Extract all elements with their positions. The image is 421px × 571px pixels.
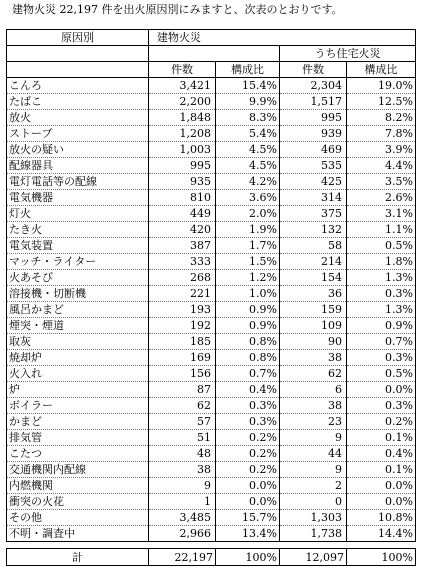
count-cell: 51: [149, 430, 216, 446]
res-ratio-cell: 0.0%: [347, 382, 416, 398]
res-count-cell: 1,303: [280, 510, 347, 526]
res-count-cell: 90: [280, 334, 347, 350]
ratio-cell: 0.3%: [216, 414, 280, 430]
res-count-cell: 38: [280, 398, 347, 414]
cause-cell: 風呂かまど: [7, 302, 149, 318]
table-row: [7, 94, 416, 110]
res-ratio-cell: 4.4%: [347, 158, 416, 174]
header-building-blank: [149, 46, 280, 62]
cause-cell: 放火の疑い: [7, 142, 149, 158]
total-res-ratio: 100%: [347, 549, 416, 566]
count-cell: 1: [149, 494, 216, 510]
cause-cell: 電灯電話等の配線: [7, 174, 149, 190]
ratio-cell: 5.4%: [216, 126, 280, 142]
table-row: [7, 366, 416, 382]
cause-cell: ボイラー: [7, 398, 149, 414]
res-ratio-cell: 0.2%: [347, 414, 416, 430]
cause-cell: 内燃機関: [7, 478, 149, 494]
res-ratio-cell: 0.4%: [347, 446, 416, 462]
res-count-cell: 1,738: [280, 526, 347, 542]
ratio-cell: 0.0%: [216, 494, 280, 510]
header-res-count: 件数: [280, 62, 347, 78]
res-count-cell: 23: [280, 414, 347, 430]
table-row: [7, 478, 416, 494]
res-ratio-cell: 0.7%: [347, 334, 416, 350]
table-row: [7, 446, 416, 462]
res-count-cell: 38: [280, 350, 347, 366]
res-ratio-cell: 3.1%: [347, 206, 416, 222]
res-ratio-cell: 1.8%: [347, 254, 416, 270]
cause-cell: かまど: [7, 414, 149, 430]
count-cell: 420: [149, 222, 216, 238]
ratio-cell: 0.2%: [216, 462, 280, 478]
res-count-cell: 469: [280, 142, 347, 158]
res-ratio-cell: 0.3%: [347, 398, 416, 414]
cause-cell: 溶接機・切断機: [7, 286, 149, 302]
table-row: [7, 318, 416, 334]
table-row: [7, 382, 416, 398]
count-cell: 48: [149, 446, 216, 462]
table-row: [7, 222, 416, 238]
res-ratio-cell: 0.3%: [347, 350, 416, 366]
res-ratio-cell: 0.5%: [347, 238, 416, 254]
res-ratio-cell: 1.1%: [347, 222, 416, 238]
cause-cell: 焼却炉: [7, 350, 149, 366]
count-cell: 1,208: [149, 126, 216, 142]
res-count-cell: 132: [280, 222, 347, 238]
res-ratio-cell: 12.5%: [347, 94, 416, 110]
res-ratio-cell: 19.0%: [347, 78, 416, 94]
table-row: [7, 462, 416, 478]
ratio-cell: 0.4%: [216, 382, 280, 398]
cause-cell: 取灰: [7, 334, 149, 350]
res-ratio-cell: 3.5%: [347, 174, 416, 190]
total-ratio: 100%: [216, 549, 280, 566]
count-cell: 38: [149, 462, 216, 478]
table-row: [7, 190, 416, 206]
cause-cell: 煙突・煙道: [7, 318, 149, 334]
count-cell: 1,848: [149, 110, 216, 126]
cause-cell: こたつ: [7, 446, 149, 462]
res-count-cell: 1,517: [280, 94, 347, 110]
cause-cell: 火あそび: [7, 270, 149, 286]
count-cell: 3,421: [149, 78, 216, 94]
cause-cell: 不明・調査中: [7, 526, 149, 542]
table-row: [7, 494, 416, 510]
res-count-cell: 425: [280, 174, 347, 190]
cause-cell: たき火: [7, 222, 149, 238]
count-cell: 995: [149, 158, 216, 174]
res-ratio-cell: 0.0%: [347, 494, 416, 510]
ratio-cell: 4.5%: [216, 142, 280, 158]
cause-cell: マッチ・ライター: [7, 254, 149, 270]
res-ratio-cell: 8.2%: [347, 110, 416, 126]
ratio-cell: 1.2%: [216, 270, 280, 286]
res-count-cell: 314: [280, 190, 347, 206]
ratio-cell: 0.8%: [216, 350, 280, 366]
cause-cell: 排気管: [7, 430, 149, 446]
res-count-cell: 154: [280, 270, 347, 286]
header-cause-blank-2: [7, 62, 149, 78]
cause-cell: 放火: [7, 110, 149, 126]
ratio-cell: 1.7%: [216, 238, 280, 254]
res-count-cell: 9: [280, 462, 347, 478]
count-cell: 3,485: [149, 510, 216, 526]
count-cell: 810: [149, 190, 216, 206]
ratio-cell: 0.2%: [216, 446, 280, 462]
header-cause-blank: [7, 46, 149, 62]
ratio-cell: 1.0%: [216, 286, 280, 302]
table-row: [7, 78, 416, 94]
count-cell: 87: [149, 382, 216, 398]
total-table: [6, 548, 416, 566]
count-cell: 169: [149, 350, 216, 366]
count-cell: 192: [149, 318, 216, 334]
table-row: [7, 302, 416, 318]
count-cell: 333: [149, 254, 216, 270]
res-ratio-cell: 10.8%: [347, 510, 416, 526]
ratio-cell: 0.9%: [216, 318, 280, 334]
ratio-cell: 0.2%: [216, 430, 280, 446]
table-row: [7, 142, 416, 158]
res-count-cell: 939: [280, 126, 347, 142]
ratio-cell: 0.9%: [216, 302, 280, 318]
res-count-cell: 159: [280, 302, 347, 318]
table-row: [7, 430, 416, 446]
cause-cell: 衝突の火花: [7, 494, 149, 510]
table-row: [7, 254, 416, 270]
table-row: [7, 158, 416, 174]
cause-cell: 電気機器: [7, 190, 149, 206]
cause-cell: その他: [7, 510, 149, 526]
res-count-cell: 36: [280, 286, 347, 302]
res-ratio-cell: 7.8%: [347, 126, 416, 142]
res-count-cell: 58: [280, 238, 347, 254]
cause-cell: 交通機関内配線: [7, 462, 149, 478]
table-row: [7, 286, 416, 302]
total-count: 22,197: [149, 549, 216, 566]
res-ratio-cell: 1.3%: [347, 270, 416, 286]
header-residential-fire: うち住宅火災: [280, 46, 416, 62]
res-ratio-cell: 0.5%: [347, 366, 416, 382]
table-row: [7, 398, 416, 414]
res-count-cell: 535: [280, 158, 347, 174]
table-row: [7, 334, 416, 350]
res-count-cell: 375: [280, 206, 347, 222]
count-cell: 2,200: [149, 94, 216, 110]
ratio-cell: 3.6%: [216, 190, 280, 206]
res-count-cell: 62: [280, 366, 347, 382]
table-row: [7, 238, 416, 254]
ratio-cell: 0.0%: [216, 478, 280, 494]
table-row: [7, 510, 416, 526]
ratio-cell: 15.4%: [216, 78, 280, 94]
cause-cell: 灯火: [7, 206, 149, 222]
count-cell: 935: [149, 174, 216, 190]
total-label: 計: [7, 549, 149, 566]
count-cell: 221: [149, 286, 216, 302]
header-count: 件数: [149, 62, 216, 78]
table-row: [7, 110, 416, 126]
res-ratio-cell: 1.3%: [347, 302, 416, 318]
ratio-cell: 4.2%: [216, 174, 280, 190]
table-row: [7, 350, 416, 366]
header-res-ratio: 構成比: [347, 62, 416, 78]
count-cell: 62: [149, 398, 216, 414]
ratio-cell: 1.9%: [216, 222, 280, 238]
table-row: [7, 206, 416, 222]
ratio-cell: 8.3%: [216, 110, 280, 126]
table-row: [7, 126, 416, 142]
cause-cell: 火入れ: [7, 366, 149, 382]
ratio-cell: 4.5%: [216, 158, 280, 174]
cause-cell: ストーブ: [7, 126, 149, 142]
res-ratio-cell: 14.4%: [347, 526, 416, 542]
res-ratio-cell: 0.9%: [347, 318, 416, 334]
count-cell: 449: [149, 206, 216, 222]
ratio-cell: 9.9%: [216, 94, 280, 110]
res-count-cell: 2: [280, 478, 347, 494]
count-cell: 193: [149, 302, 216, 318]
cause-cell: たばこ: [7, 94, 149, 110]
res-ratio-cell: 3.9%: [347, 142, 416, 158]
count-cell: 9: [149, 478, 216, 494]
ratio-cell: 0.8%: [216, 334, 280, 350]
intro-text: 建物火災 22,197 件を出火原因別にみますと、次表のとおりです。: [12, 3, 343, 16]
header-ratio: 構成比: [216, 62, 280, 78]
res-ratio-cell: 2.6%: [347, 190, 416, 206]
res-count-cell: 6: [280, 382, 347, 398]
fire-cause-table: [6, 29, 416, 542]
res-ratio-cell: 0.3%: [347, 286, 416, 302]
header-building-fire: 建物火災: [149, 30, 416, 46]
cause-cell: 配線器具: [7, 158, 149, 174]
res-count-cell: 0: [280, 494, 347, 510]
ratio-cell: 0.3%: [216, 398, 280, 414]
count-cell: 185: [149, 334, 216, 350]
total-res-count: 12,097: [280, 549, 347, 566]
cause-cell: 電気装置: [7, 238, 149, 254]
ratio-cell: 1.5%: [216, 254, 280, 270]
res-count-cell: 995: [280, 110, 347, 126]
ratio-cell: 0.7%: [216, 366, 280, 382]
ratio-cell: 15.7%: [216, 510, 280, 526]
res-count-cell: 2,304: [280, 78, 347, 94]
res-ratio-cell: 0.1%: [347, 462, 416, 478]
cause-cell: こんろ: [7, 78, 149, 94]
count-cell: 387: [149, 238, 216, 254]
total-row: [7, 549, 416, 566]
count-cell: 268: [149, 270, 216, 286]
table-row: [7, 174, 416, 190]
res-count-cell: 9: [280, 430, 347, 446]
table-row: [7, 270, 416, 286]
table-row: [7, 526, 416, 542]
res-ratio-cell: 0.1%: [347, 430, 416, 446]
header-cause: 原因別: [7, 30, 149, 46]
res-count-cell: 44: [280, 446, 347, 462]
count-cell: 156: [149, 366, 216, 382]
count-cell: 57: [149, 414, 216, 430]
count-cell: 1,003: [149, 142, 216, 158]
res-ratio-cell: 0.0%: [347, 478, 416, 494]
count-cell: 2,966: [149, 526, 216, 542]
table-row: [7, 414, 416, 430]
ratio-cell: 2.0%: [216, 206, 280, 222]
res-count-cell: 109: [280, 318, 347, 334]
res-count-cell: 214: [280, 254, 347, 270]
ratio-cell: 13.4%: [216, 526, 280, 542]
cause-cell: 炉: [7, 382, 149, 398]
